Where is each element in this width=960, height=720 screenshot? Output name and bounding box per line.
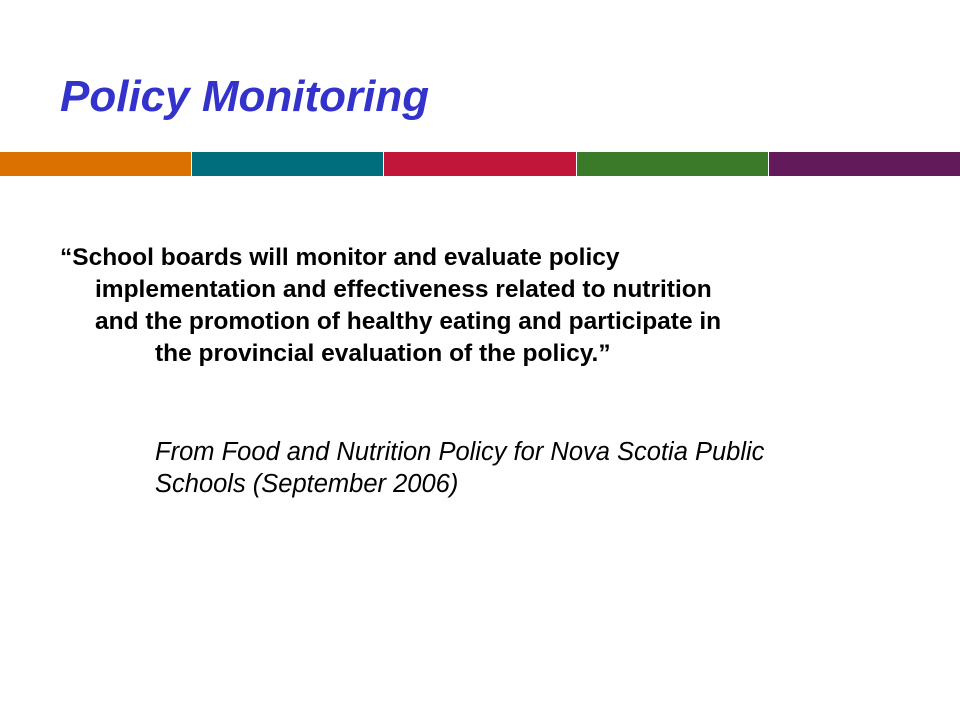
stripe-segment-teal: [192, 152, 383, 176]
source-line: From Food and Nutrition Policy for Nova Scotia Public: [155, 438, 765, 466]
quote-line: the provincial evaluation of the policy.”: [155, 340, 611, 367]
stripe-segment-green: [577, 152, 768, 176]
policy-quote: [60, 242, 930, 370]
slide-title: Policy Monitoring: [60, 72, 430, 121]
quote-source: [155, 436, 915, 500]
quote-line: implementation and effectiveness related to nutrition: [95, 276, 712, 303]
stripe-segment-purple: [769, 152, 960, 176]
quote-line: “School boards will monitor and evaluate policy: [60, 244, 620, 271]
stripe-segment-orange: [0, 152, 191, 176]
source-line: Schools (September 2006): [155, 470, 459, 498]
color-stripe: [0, 152, 960, 176]
quote-line: and the promotion of healthy eating and participate in: [95, 308, 722, 335]
stripe-segment-crimson: [384, 152, 575, 176]
